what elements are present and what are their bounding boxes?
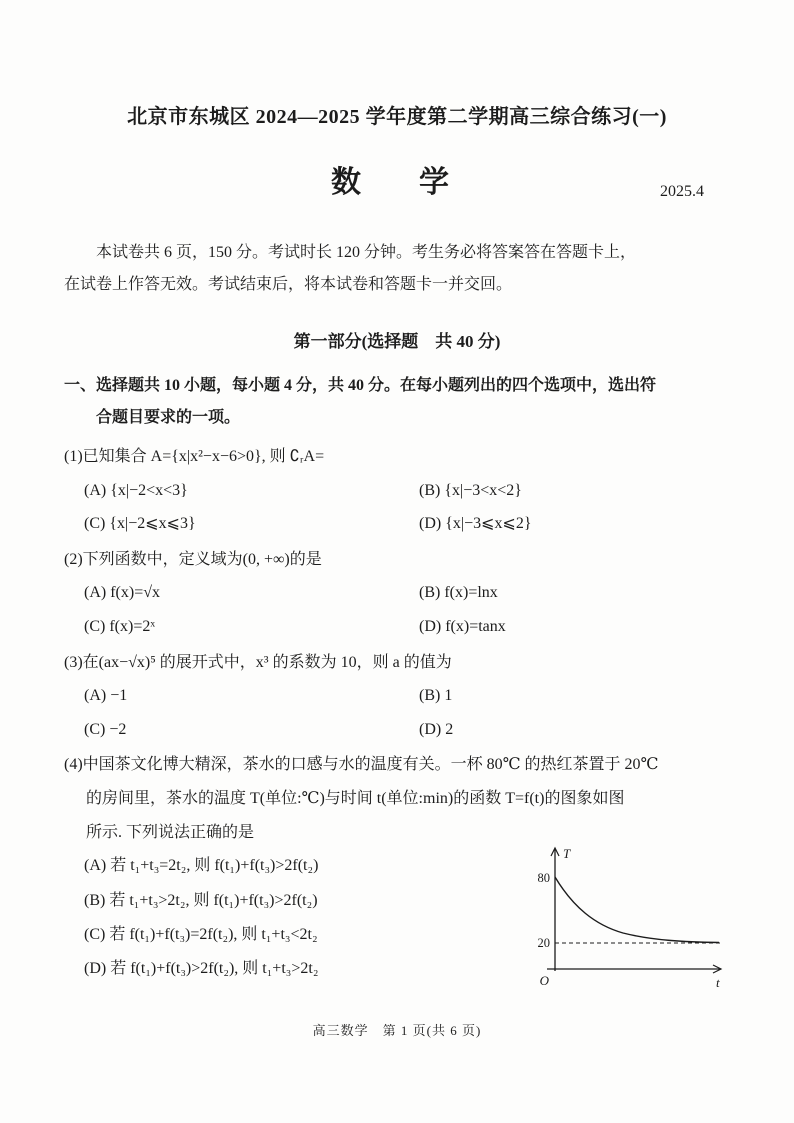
subject-title: 数 学: [331, 166, 463, 199]
exam-notice: [64, 237, 730, 301]
option-b: (B) f(x)=lnx: [419, 584, 498, 602]
temperature-time-graph: [523, 841, 728, 993]
choice-directions: [64, 370, 730, 434]
question-4-options: [64, 849, 523, 987]
question-4-body: [64, 846, 730, 993]
option-d: (D) f(x)=tanx: [419, 617, 506, 635]
question-3: [64, 646, 730, 747]
origin-label: O: [539, 973, 549, 989]
question-3-stem: (3)在(ax−√x)⁵ 的展开式中，x³ 的系数为 10，则 a 的值为: [64, 653, 452, 671]
option-c: (C) {x|−2⩽x⩽3}: [84, 515, 196, 533]
temperature-curve: [555, 877, 719, 943]
tick-20: 20: [537, 936, 550, 951]
option-d: (D) 2: [419, 720, 454, 738]
option-a: (A) f(x)=√x: [84, 584, 160, 602]
question-3-options: [64, 679, 730, 746]
temperature-decay-chart: [523, 841, 728, 993]
option-b: (B) 1: [419, 687, 453, 705]
option-c: (C) −2: [84, 720, 127, 738]
option-b: (B) 若 t₁+t₃>2t₂, 则 f(t₁)+f(t₃)>2f(t₂): [84, 891, 318, 909]
option-d: (D) 若 f(t₁)+f(t₃)>2f(t₂), 则 t₁+t₃>2t₂: [84, 960, 319, 978]
exam-date: 2025.4: [660, 183, 704, 200]
x-axis-label: t: [716, 975, 720, 991]
y-axis-label: T: [563, 846, 571, 862]
option-c: (C) f(x)=2ˣ: [84, 617, 155, 635]
option-a: (A) −1: [84, 687, 128, 705]
question-2-stem: (2)下列函数中，定义域为(0, +∞)的是: [64, 550, 322, 568]
question-list: [64, 440, 730, 993]
page-footer: 高三数学 第 1 页(共 6 页): [312, 1023, 482, 1038]
directions-line-1: 一、选择题共 10 小题，每小题 4 分，共 40 分。在每小题列出的四个选项中，选出符: [64, 377, 657, 394]
option-d: (D) {x|−3⩽x⩽2}: [419, 515, 532, 533]
option-a: (A) 若 t₁+t₃=2t₂, 则 f(t₁)+f(t₃)>2f(t₂): [84, 857, 319, 875]
option-a: (A) {x|−2<x<3}: [84, 481, 188, 499]
question-4-stem-1: (4)中国茶文化博大精深，茶水的口感与水的温度有关。一杯 80℃ 的热红茶置于 20℃: [64, 756, 659, 774]
notice-line-1: 本试卷共 6 页，150 分。考试时长 120 分钟。考生务必将答案答在答题卡上，: [96, 244, 637, 261]
section-1-title: 第一部分(选择题 共 40 分): [293, 332, 501, 351]
question-1: [64, 440, 730, 541]
exam-title: 北京市东城区 2024—2025 学年度第二学期高三综合练习(一): [127, 106, 667, 128]
directions-line-2: 合题目要求的一项。: [96, 409, 241, 426]
question-2: [64, 543, 730, 644]
notice-line-2: 在试卷上作答无效。考试结束后，将本试卷和答题卡一并交回。: [64, 276, 513, 293]
tick-80: 80: [537, 871, 550, 886]
question-1-options: [64, 474, 730, 541]
question-4: [64, 748, 730, 993]
option-b: (B) {x|−3<x<2}: [419, 481, 522, 499]
question-4-stem-3: 所示. 下列说法正确的是: [86, 823, 255, 841]
option-c: (C) 若 f(t₁)+f(t₃)=2f(t₂), 则 t₁+t₃<2t₂: [84, 925, 318, 943]
question-4-stem-2: 的房间里，茶水的温度 T(单位:℃)与时间 t(单位:min)的函数 T=f(t)的图象如图: [86, 789, 625, 807]
question-1-stem: (1)已知集合 A={x|x²−x−6>0}, 则 ∁ᵣA=: [64, 448, 325, 465]
question-2-options: [64, 576, 730, 643]
subject-row: [64, 157, 730, 203]
